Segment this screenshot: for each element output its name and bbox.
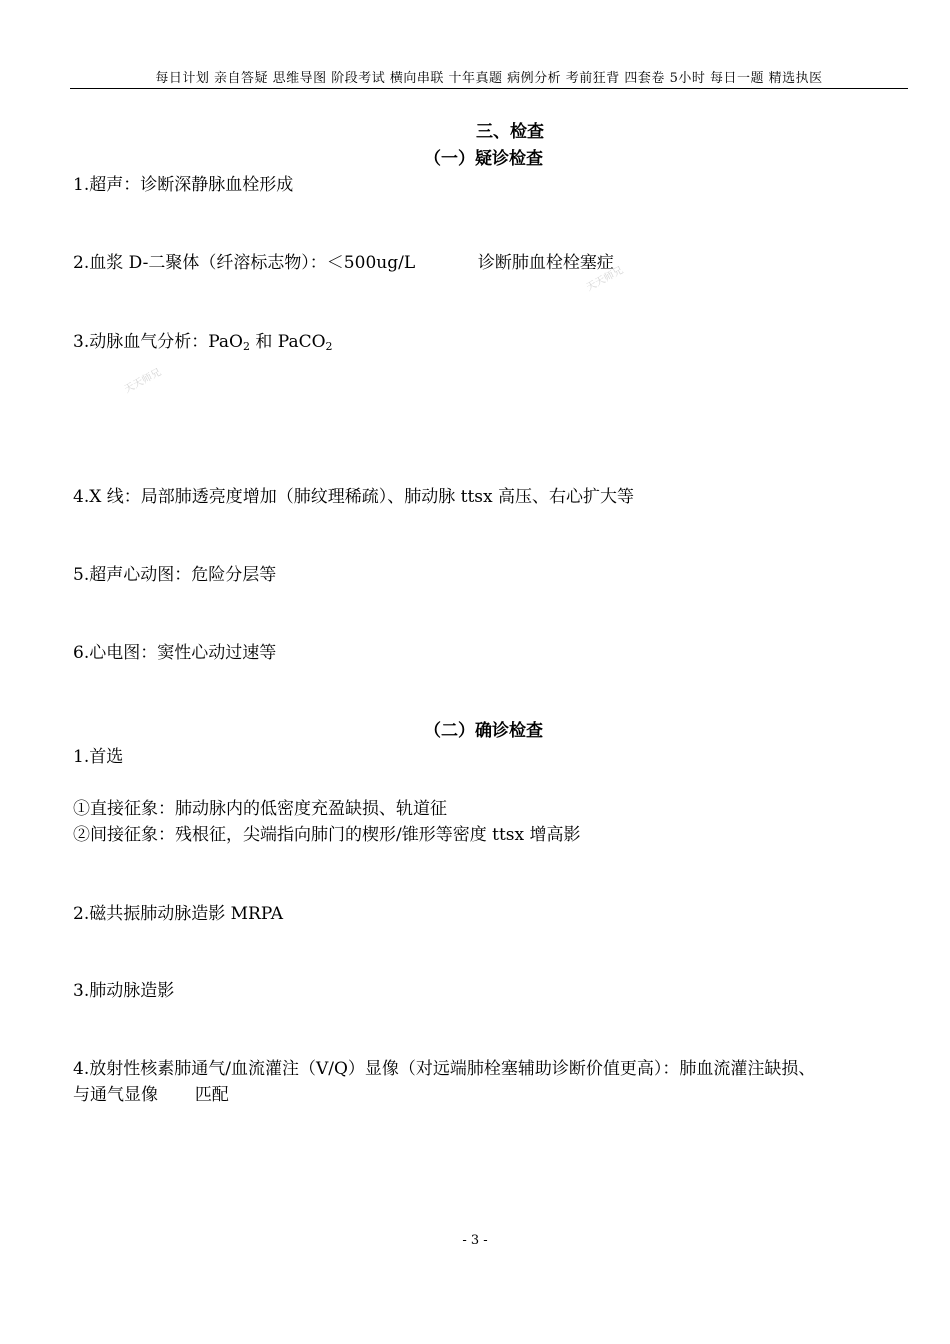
confirm-item-4-line-2: [73, 1080, 229, 1105]
confirm-item-4-text-b: 匹配: [194, 1085, 229, 1105]
suspected-item-2: [73, 248, 614, 273]
confirm-item-2: 2.磁共振肺动脉造影 MRPA: [73, 904, 283, 924]
confirm-indirect-sign: ②间接征象：残根征，尖端指向肺门的楔形/锥形等密度 ttsx 增高影: [73, 825, 581, 845]
section-title: 三、检查: [476, 122, 544, 142]
watermark: 天天师兄: [122, 367, 164, 396]
subsection-confirm-title: （二）确诊检查: [424, 721, 543, 741]
suspected-item-6: 6.心电图：窦性心动过速等: [73, 643, 277, 663]
suspected-item-4: 4.X 线：局部肺透亮度增加（肺纹理稀疏）、肺动脉 ttsx 高压、右心扩大等: [73, 487, 635, 507]
suspected-item-3: [73, 327, 333, 353]
confirm-item-4-line-1: 4.放射性核素肺通气/血流灌注（V/Q）显像（对远端肺栓塞辅助诊断价值更高）：肺血流灌注缺损、: [73, 1059, 816, 1079]
page-header: 每日计划 亲自答疑 思维导图 阶段考试 横向串联 十年真题 病例分析 考前狂背 四套卷 5小时 每日一题 精选执医: [155, 71, 823, 86]
page-number: - 3 -: [462, 1233, 488, 1248]
confirm-item-1: 1.首选: [73, 747, 124, 767]
suspected-item-3-text: 3.动脉血气分析：PaO: [73, 332, 243, 352]
confirm-item-4-text-a: 与通气显像: [73, 1085, 158, 1105]
suspected-item-5: 5.超声心动图：危险分层等: [73, 565, 277, 585]
suspected-item-1: 1.超声：诊断深静脉血栓形成: [73, 175, 294, 195]
suspected-item-2-label: 2.血浆 D-二聚体（纤溶标志物）：＜500ug/L: [73, 253, 416, 273]
header-divider: [70, 88, 908, 89]
subsection-suspected-title: （一）疑诊检查: [424, 149, 543, 169]
suspected-item-3-text-b: 和 PaCO: [249, 332, 326, 352]
suspected-item-2-note: 诊断肺血栓栓塞症: [477, 253, 614, 273]
watermark: 天天师兄: [584, 265, 626, 294]
subscript-2b: 2: [325, 340, 333, 353]
subscript-2: 2: [242, 340, 250, 353]
confirm-direct-sign: ①直接征象：肺动脉内的低密度充盈缺损、轨道征: [73, 799, 447, 819]
confirm-item-3: 3.肺动脉造影: [73, 981, 175, 1001]
